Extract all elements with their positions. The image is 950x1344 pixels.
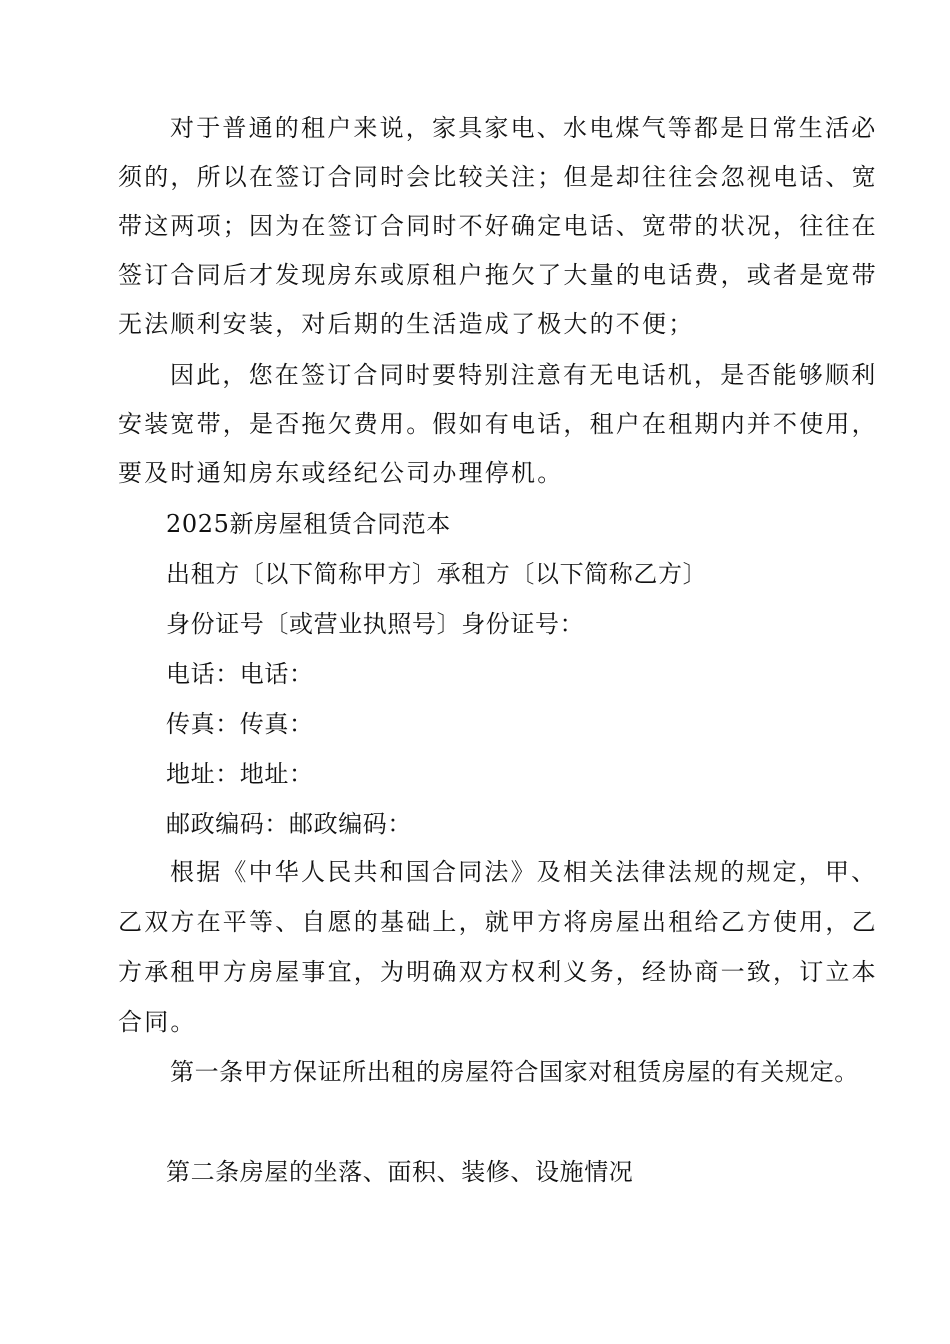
paragraph-line: 要及时通知房东或经纪公司办理停机。: [118, 459, 564, 487]
article-1: 第一条甲方保证所出租的房屋符合国家对租赁房屋的有关规定。: [170, 1058, 859, 1086]
paragraph-line: 对于普通的租户来说，家具家电、水电煤气等都是日常生活必: [170, 114, 878, 142]
address-line: 地址：地址：: [166, 760, 314, 788]
contract-title: 2025新房屋租赁合同范本: [166, 510, 451, 538]
paragraph-line: 因此，您在签订合同时要特别注意有无电话机，是否能够顺利: [170, 361, 878, 389]
id-number-line: 身份证号〔或营业执照号〕身份证号：: [166, 610, 585, 638]
postcode-line: 邮政编码：邮政编码：: [166, 810, 412, 838]
paragraph-line: 乙双方在平等、自愿的基础上，就甲方将房屋出租给乙方使用，乙: [118, 908, 878, 936]
paragraph-line: 方承租甲方房屋事宜，为明确双方权利义务，经协商一致，订立本: [118, 958, 878, 986]
paragraph-line: 安装宽带，是否拖欠费用。假如有电话，租户在租期内并不使用，: [118, 410, 878, 438]
paragraph-line: 无法顺利安装，对后期的生活造成了极大的不便；: [118, 310, 695, 338]
paragraph-line: 带这两项；因为在签订合同时不好确定电话、宽带的状况，往往在: [118, 212, 878, 240]
fax-line: 传真：传真：: [166, 710, 314, 738]
paragraph-line: 根据《中华人民共和国合同法》及相关法律法规的规定，甲、: [170, 858, 878, 886]
parties-line: 出租方〔以下简称甲方〕承租方〔以下简称乙方〕: [166, 560, 708, 588]
article-2: 第二条房屋的坐落、面积、装修、设施情况: [166, 1158, 634, 1186]
paragraph-line: 签订合同后才发现房东或原租户拖欠了大量的电话费，或者是宽带: [118, 261, 878, 289]
paragraph-line: 须的，所以在签订合同时会比较关注；但是却往往会忽视电话、宽: [118, 163, 878, 191]
phone-line: 电话：电话：: [166, 660, 314, 688]
paragraph-line: 合同。: [118, 1008, 197, 1036]
